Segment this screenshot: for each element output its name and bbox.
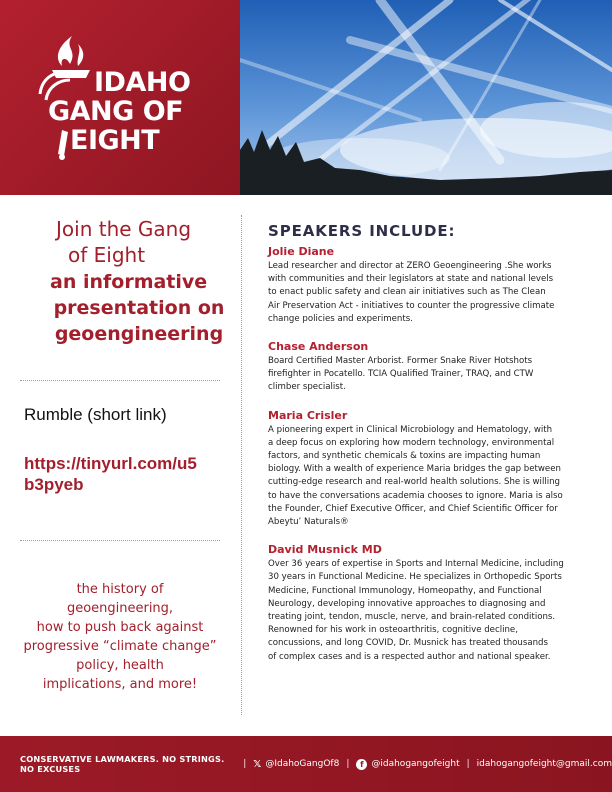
x-logo-icon: 𝕏 <box>253 758 262 770</box>
brand-panel <box>0 0 240 195</box>
speaker-maria-crisler <box>268 408 578 530</box>
invitation-block <box>44 217 234 347</box>
invite-bold-3: geoengineering <box>54 323 224 345</box>
invite-line-2: of Eight <box>68 243 146 267</box>
bio-line: Air Preservation Act - initiatives to counter the progressive climate <box>268 300 555 311</box>
x-social-link[interactable] <box>253 759 339 770</box>
speakers-section <box>268 222 578 664</box>
footer-tagline: CONSERVATIVE LAWMAKERS. NO STRINGS. NO EXCUSES <box>20 754 225 774</box>
logo-line-1: IDAHO <box>94 67 191 98</box>
topics-list <box>22 580 218 694</box>
bio-line: Board Certified Master Arborist. Former Snake River Hotshots <box>268 356 533 367</box>
sky-contrails-image <box>240 0 612 195</box>
bio-line: biology. With a wealth of experience Maria bridges the gap between <box>268 464 561 475</box>
bio-line: factors, and synthetic chemicals & toxins are impacting human <box>268 451 541 462</box>
footer-separator: | <box>243 759 247 769</box>
bio-line: Lead researcher and director at ZERO Geoengineering .She works <box>268 261 552 271</box>
speakers-heading: SPEAKERS INCLUDE: <box>268 222 456 240</box>
speaker-bio <box>268 260 578 326</box>
bio-line: Over 36 years of expertise in Sports and Internal Medicine, including <box>268 559 564 570</box>
speaker-bio <box>268 355 578 395</box>
speaker-bio <box>268 424 578 530</box>
facebook-handle[interactable]: @idahogangofeight <box>371 759 460 769</box>
logo-wordmark <box>48 68 190 155</box>
bio-line: with communities and their legislators at state and national levels <box>268 274 554 285</box>
bio-line: to enact public safety and clean air initiatives such as The Clean <box>268 287 546 298</box>
link-line-1[interactable]: https://tinyurl.com/u5 <box>24 454 197 473</box>
column-divider <box>241 215 242 715</box>
topic-line: progressive “climate change” <box>23 639 217 654</box>
bio-line: firefighter in Pocatello. TCIA Qualified Trainer, TRAQ, and CTW <box>268 369 534 380</box>
bio-line: change policies and experiments. <box>268 313 413 324</box>
speaker-chase-anderson <box>268 339 578 395</box>
bio-line: to have the conversations academia chooses to ignore. Maria is also <box>268 490 563 501</box>
footer-bar <box>0 736 612 792</box>
bio-line: cutting-edge research and real-world health solutions. She is willing <box>268 477 561 488</box>
bio-line: Medicine, Functional Immunology, Homeopathy, and Functional <box>268 585 542 596</box>
speaker-jolie-diane <box>268 244 578 326</box>
rumble-short-link[interactable] <box>24 453 197 495</box>
bio-line: a deep focus on exploring how modern technology, environmental <box>268 437 555 448</box>
email-address[interactable]: idahogangofeight@gmail.com <box>476 759 612 769</box>
divider-dotted-2 <box>20 540 220 541</box>
invite-line-1: Join the Gang <box>56 217 192 241</box>
topic-line: policy, health <box>76 658 164 673</box>
speaker-david-musnick <box>268 542 578 664</box>
speaker-name: David Musnick MD <box>268 543 382 557</box>
bio-line: treating joint, tendon, muscle, nerve, and brain-related conditions. <box>268 612 556 623</box>
header <box>0 0 612 195</box>
bio-line: climber specialist. <box>268 382 346 393</box>
bio-line: Abeytu’ Naturals® <box>268 517 349 528</box>
speaker-name: Maria Crisler <box>268 408 348 422</box>
email-link[interactable] <box>477 759 612 769</box>
topic-line: the history of geoengineering, <box>66 582 174 616</box>
bio-line: the Founder, Chief Executive Officer, and Chief Scientific Officer for <box>268 503 558 514</box>
bio-line: Renowned for his work in osteoarthritis, cognitive decline, <box>268 625 518 636</box>
logo-line-2: GANG OF <box>48 96 184 127</box>
speaker-bio <box>268 558 578 664</box>
footer-separator: | <box>466 759 470 769</box>
facebook-icon: f <box>356 759 367 770</box>
left-column <box>0 195 240 735</box>
rumble-label: Rumble (short link) <box>24 405 167 424</box>
topic-line: how to push back against <box>36 620 204 635</box>
speaker-name: Jolie Diane <box>268 245 335 258</box>
divider-dotted-1 <box>20 380 220 381</box>
facebook-social-link[interactable] <box>356 759 459 770</box>
logo-line-3: EIGHT <box>70 125 160 156</box>
bio-line: concussions, and long COVID, Dr. Musnick has treated thousands <box>268 638 548 649</box>
x-handle[interactable]: @IdahoGangOf8 <box>265 759 340 769</box>
link-line-2[interactable]: b3pyeb <box>24 475 84 494</box>
bio-line: of complex cases and is a respected author and national speaker. <box>268 651 551 662</box>
bio-line: A pioneering expert in Clinical Microbiology and Hematology, with <box>268 424 553 435</box>
footer-separator: | <box>346 759 350 769</box>
sky-photo <box>240 0 612 195</box>
speaker-name: Chase Anderson <box>268 340 369 354</box>
topic-line: implications, and more! <box>42 677 198 692</box>
bio-line: 30 years in Functional Medicine. He specializes in Orthopedic Sports <box>268 572 562 583</box>
bio-line: Neurology, developing innovative approaches to diagnosing and <box>268 598 546 609</box>
invite-bold-1: an informative <box>50 271 208 293</box>
invite-bold-2: presentation on <box>53 297 225 319</box>
